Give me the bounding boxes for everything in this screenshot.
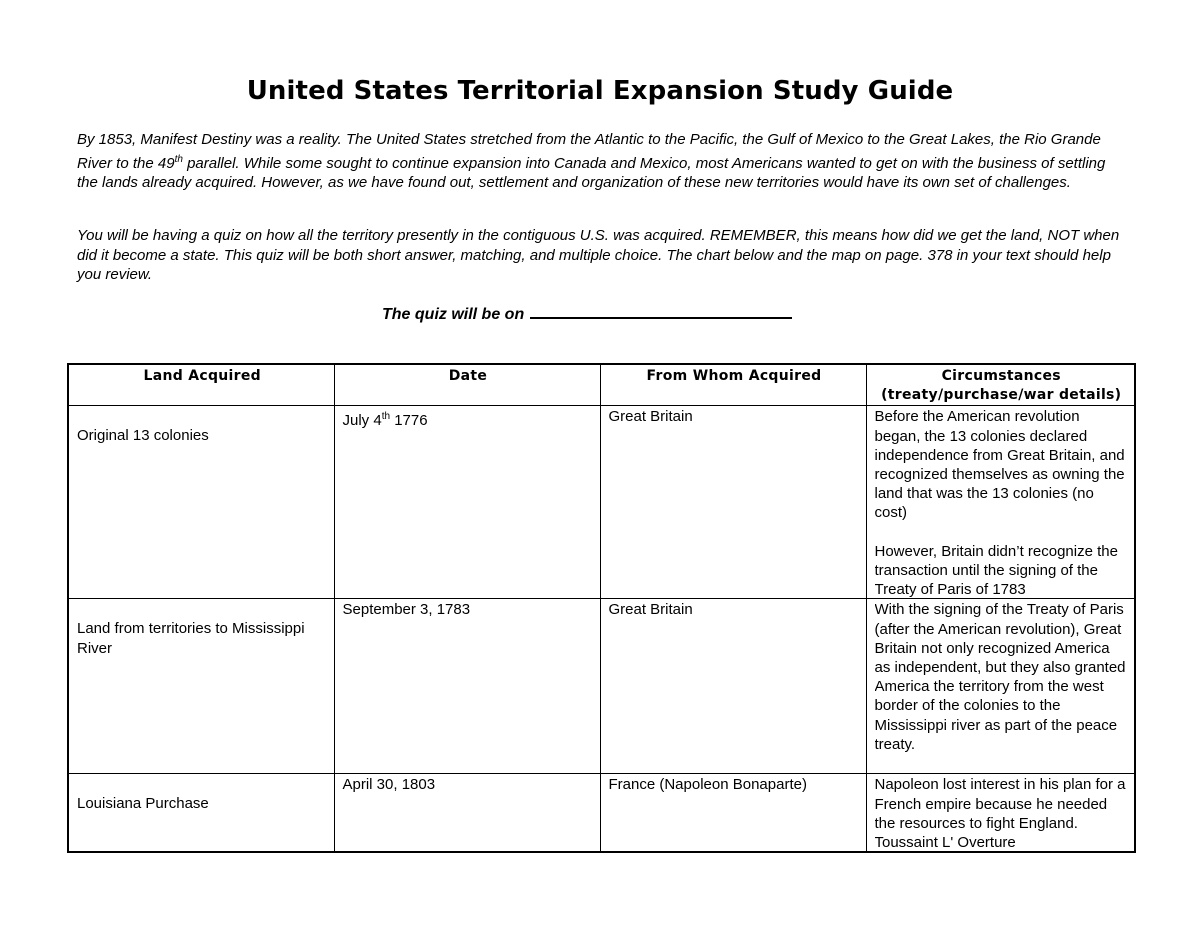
intro-p1-text-a: By 1853, Manifest Destiny was a reality. The United States stretched from the Atlantic to the Pacific, the Gulf of Mexico to the Great Lakes, the Rio Grande River to the 49	[77, 131, 1101, 172]
header-from-whom: From Whom Acquired	[600, 364, 866, 406]
cell-circumstances	[866, 599, 1135, 774]
header-date: Date	[334, 364, 600, 406]
intro-p1-text-b: parallel. While some sought to continue expansion into Canada and Mexico, most Americans wanted to get on with the business of settling the lands already acquired. However, as we have found out, settlement and organization of these new territories would have its own set of challenges.	[77, 154, 1106, 191]
cell-land: Land from territories to Mississippi River	[68, 599, 334, 774]
paragraph-gap	[875, 523, 1129, 542]
intro-paragraph-2: You will be having a quiz on how all the territory presently in the contiguous U.S. was acquired. REMEMBER, this means how did we get the land, NOT when did it become a state. This quiz will be both short answer, matching, and multiple choice. The chart below and the map on page. 378 in your text should help you review.	[77, 227, 1120, 283]
cell-date: September 3, 1783	[334, 599, 600, 774]
table-row	[68, 406, 1135, 599]
header-circumstances-line1: Circumstances	[941, 368, 1061, 384]
circumstances-wrap	[875, 775, 1129, 851]
date-text-a: July 4	[342, 412, 382, 430]
intro-p1-superscript: th	[174, 153, 183, 165]
circumstances-paragraph-1: With the signing of the Treaty of Paris (after the American revolution), Great Britain not only recognized America as independent, but they also granted America the territory from the west border of the colonies to the Mississippi river as part of the peace treaty.	[874, 601, 1126, 753]
circumstances-paragraph-2: However, Britain didn’t recognize the transaction until the signing of the Treaty of Paris of 1783	[874, 542, 1118, 599]
quiz-date-blank	[530, 303, 792, 319]
date-superscript: th	[381, 411, 391, 423]
cell-circumstances	[866, 774, 1135, 853]
circumstances-wrap	[875, 600, 1129, 773]
cell-circumstances	[866, 406, 1135, 599]
page-title: United States Territorial Expansion Study Guide	[246, 76, 954, 106]
territory-acquisition-table	[67, 363, 1136, 853]
date-text-b: 1776	[390, 412, 428, 430]
cell-from: Great Britain	[600, 406, 866, 599]
header-circumstances	[866, 364, 1135, 406]
cell-land: Original 13 colonies	[68, 406, 334, 599]
circumstances-paragraph-1: Napoleon lost interest in his plan for a French empire because he needed the resources to fight England. Toussaint L' Overture	[874, 776, 1126, 852]
intro-paragraph-1	[77, 130, 1127, 193]
table-row	[68, 599, 1135, 774]
table-header-row	[68, 364, 1135, 406]
header-land-acquired: Land Acquired	[68, 364, 334, 406]
cell-from: Great Britain	[600, 599, 866, 774]
quiz-date-line	[382, 303, 792, 324]
cell-date	[334, 406, 600, 599]
header-circumstances-line2: (treaty/purchase/war details)	[881, 387, 1122, 404]
cell-land: Louisiana Purchase	[68, 774, 334, 853]
circumstances-paragraph-1: Before the American revolution began, the 13 colonies declared independence from Great Britain, and recognized themselves as owning the land that was the 13 colonies (no cost)	[874, 408, 1125, 522]
table-row	[68, 774, 1135, 853]
cell-from: France (Napoleon Bonaparte)	[600, 774, 866, 853]
circumstances-wrap	[875, 407, 1129, 598]
cell-date: April 30, 1803	[334, 774, 600, 853]
quiz-date-label: The quiz will be on	[382, 306, 525, 323]
